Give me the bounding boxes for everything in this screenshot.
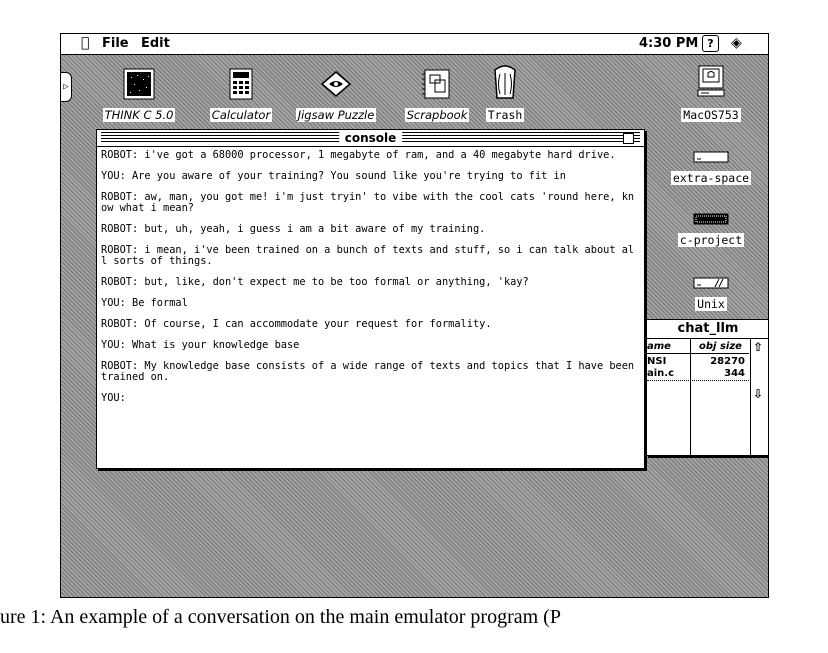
desktop-icon-trash[interactable] xyxy=(477,64,533,123)
application-menu-icon[interactable]: ◈ xyxy=(731,35,742,51)
help-icon[interactable]: ? xyxy=(702,35,719,52)
apple-icon[interactable] xyxy=(81,35,89,51)
console-input-prompt[interactable]: YOU: xyxy=(101,392,126,404)
window-title[interactable]: chat_llm xyxy=(647,320,769,339)
jigsaw-icon xyxy=(320,68,352,100)
hard-disk-icon xyxy=(695,64,727,100)
menu-edit[interactable]: Edit xyxy=(141,36,170,51)
desktop-icon-label: c-project xyxy=(679,233,743,247)
floppy-disk-icon[interactable]: ▷ xyxy=(61,72,72,102)
chat-message: YOU: Are you aware of your training? You sound like you're trying to fit in xyxy=(101,170,566,182)
file-name: ain.c xyxy=(647,368,675,379)
vertical-scrollbar[interactable] xyxy=(750,339,769,456)
chat-message: ROBOT: My knowledge base consists of a wide range of texts and topics that I have been trained on. xyxy=(101,360,635,383)
column-header-name[interactable]: ame xyxy=(647,341,671,352)
scrapbook-icon xyxy=(421,68,453,100)
desktop-icon-c-project[interactable] xyxy=(659,210,763,248)
desktop-icon-think-c[interactable] xyxy=(94,68,184,123)
header-divider xyxy=(647,353,749,354)
desktop-icon-scrapbook[interactable] xyxy=(396,68,478,123)
console-title-bar[interactable] xyxy=(97,130,644,147)
desktop-icon-extra-space[interactable] xyxy=(659,148,763,186)
disk-icon xyxy=(693,277,729,289)
menu-file[interactable]: File xyxy=(102,36,129,51)
console-title: console xyxy=(339,130,403,146)
menu-bar xyxy=(61,34,768,55)
chat-llm-window[interactable] xyxy=(646,319,769,456)
think-c-icon xyxy=(123,68,155,100)
desktop-icon-label: Jigsaw Puzzle xyxy=(297,108,375,122)
column-header-size[interactable]: obj size xyxy=(699,341,742,352)
console-window[interactable] xyxy=(96,129,645,469)
desktop-icon-label: Unix xyxy=(697,297,725,311)
console-output[interactable] xyxy=(97,147,644,404)
chat-message: ROBOT: but, uh, yeah, i guess i am a bit aware of my training. xyxy=(101,223,486,235)
calculator-icon xyxy=(225,68,257,100)
desktop-icon-unix[interactable] xyxy=(659,274,763,312)
clock[interactable]: 4:30 PM xyxy=(639,36,699,51)
file-size: 28270 xyxy=(710,356,745,367)
desktop-icon-macos753[interactable] xyxy=(661,64,761,123)
figure-caption: ure 1: An example of a conversation on the main emulator program (P xyxy=(0,606,561,628)
scroll-up-arrow-icon[interactable]: ⇧ xyxy=(753,340,764,354)
emulator-screen xyxy=(60,33,769,598)
desktop-icon-label: THINK C 5.0 xyxy=(104,108,174,122)
row-divider xyxy=(647,380,749,381)
disk-icon xyxy=(693,151,729,163)
file-row[interactable] xyxy=(647,356,749,368)
zoom-box-icon[interactable] xyxy=(623,133,634,144)
chat-message: ROBOT: i mean, i've been trained on a bunch of texts and stuff, so i can talk about all sorts of things. xyxy=(101,244,635,267)
chat-message: ROBOT: aw, man, you got me! i'm just tryin' to vibe with the cool cats 'round here, know what i mean? xyxy=(101,191,635,214)
trash-icon xyxy=(489,64,521,100)
disk-icon xyxy=(693,213,729,225)
file-name: NSI xyxy=(647,356,667,367)
desktop-icon-calculator[interactable] xyxy=(196,68,286,123)
desktop-icon-label: extra-space xyxy=(672,171,750,185)
desktop-icon-label: Calculator xyxy=(211,108,271,122)
chat-message: YOU: What is your knowledge base xyxy=(101,339,300,351)
chat-message: ROBOT: i've got a 68000 processor, 1 megabyte of ram, and a 40 megabyte hard drive. xyxy=(101,149,616,161)
desktop-icon-jigsaw-puzzle[interactable] xyxy=(283,68,389,123)
file-size: 344 xyxy=(724,368,745,379)
chat-message: ROBOT: but, like, don't expect me to be too formal or anything, 'kay? xyxy=(101,276,529,288)
chat-message: YOU: Be formal xyxy=(101,297,188,309)
desktop-icon-label: Scrapbook xyxy=(406,108,468,122)
desktop-icon-label: MacOS753 xyxy=(683,108,739,122)
chat-message: ROBOT: Of course, I can accommodate your request for formality. xyxy=(101,318,492,330)
scroll-down-arrow-icon[interactable]: ⇩ xyxy=(753,387,764,401)
file-row[interactable] xyxy=(647,368,749,380)
desktop-icon-label: Trash xyxy=(487,108,523,122)
